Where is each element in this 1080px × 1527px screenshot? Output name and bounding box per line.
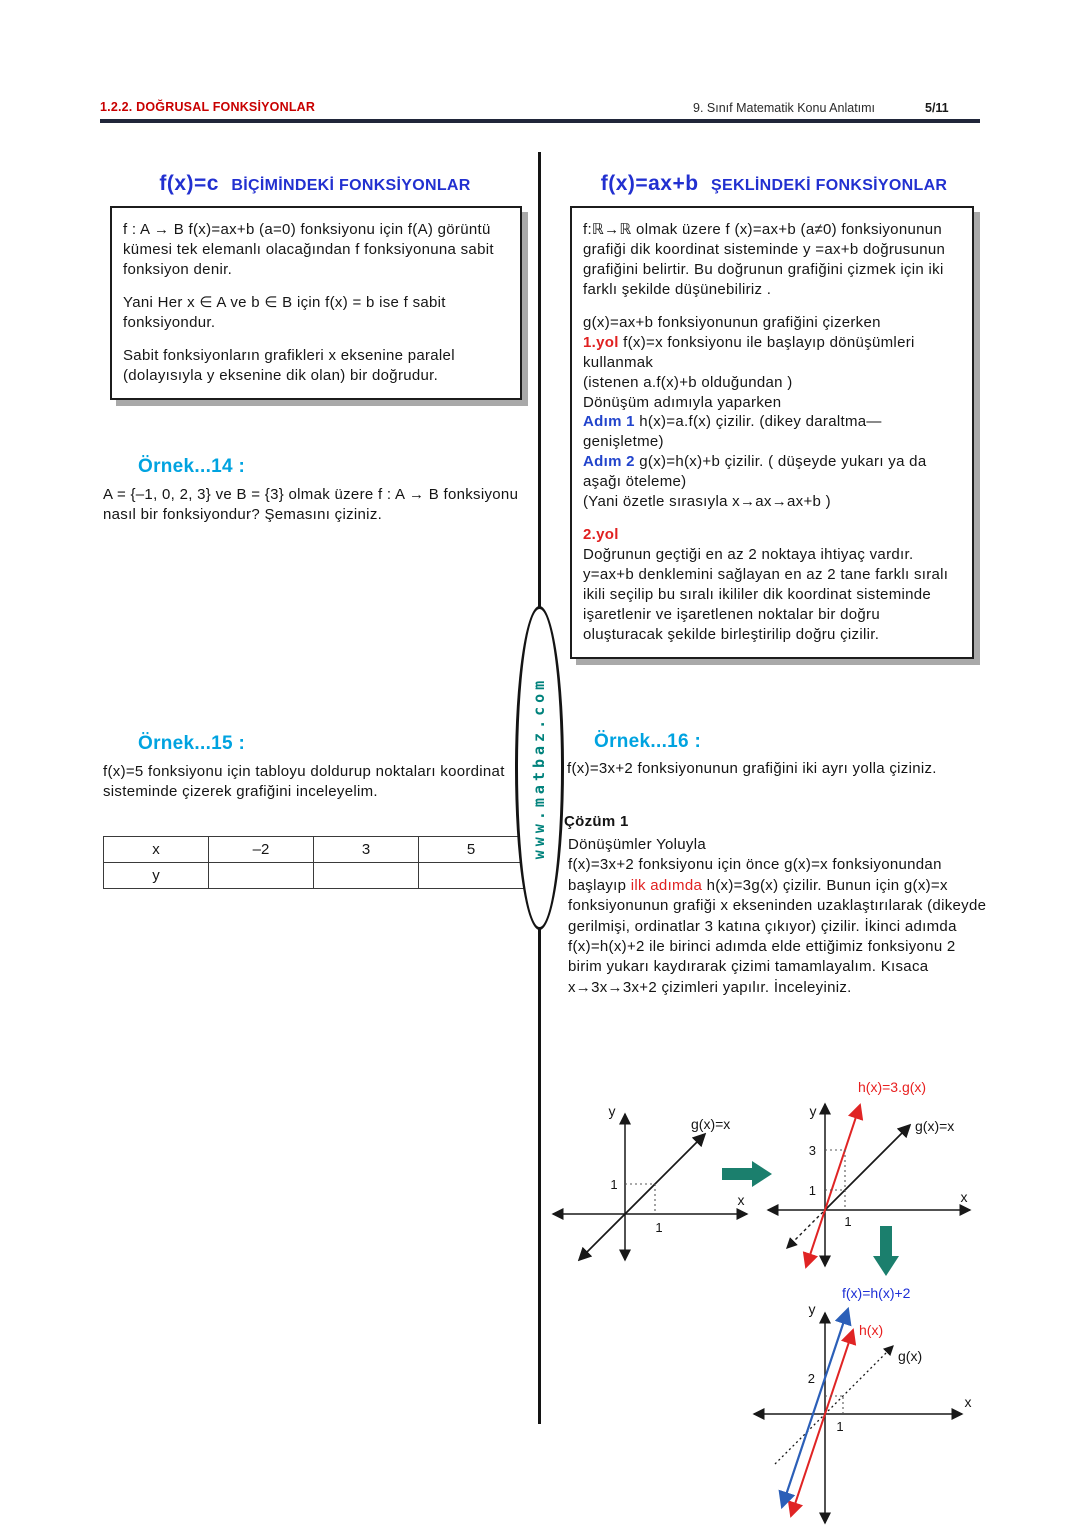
solution-paragraph [568, 835, 994, 998]
tick-x-1: 1 [836, 1419, 844, 1434]
tick-y-3: 3 [808, 1143, 816, 1158]
table-row-x [104, 837, 524, 863]
solution-seg-1: f(x)=3x+2 fonksiyonu için önce g(x)=x fonksiyonundan başlayıp [568, 856, 942, 894]
method-paragraph-2: g(x)=ax+b fonksiyonunun grafiğini çizerken [583, 313, 881, 331]
table-cell [209, 863, 314, 889]
ornek-16-body: f(x)=3x+2 fonksiyonunun grafiğini iki ayrı yolla çiziniz. [567, 760, 937, 777]
header-page-number: 5/11 [925, 101, 949, 115]
method-box [570, 206, 974, 659]
header-rule [100, 119, 980, 123]
method-paragraph-yol2: Doğrunun geçtiği en az 2 noktaya ihtiyaç vardır. y=ax+b denklemini sağlayan en az 2 tane farklı sıralı ikili seçilip bu sıralı ikililer dik koordinat sisteminde işaretlenir ve işaretlenen noktalar bir doğru oluşturacak şekilde birleştirilip doğru çizilir. [583, 546, 949, 643]
graph-fx-hx-plus-2 [742, 1283, 995, 1527]
line-hx [791, 1330, 853, 1516]
right-title-formula: f(x)=ax+b [600, 172, 699, 195]
ornek-16-title: Örnek...16 : [594, 731, 702, 752]
table-row-y [104, 863, 524, 889]
table-cell: y [104, 863, 209, 889]
header-section-title: 1.2.2. DOĞRUSAL FONKSİYONLAR [100, 100, 316, 114]
left-title-text: BİÇİMİNDEKİ FONKSİYONLAR [231, 177, 471, 194]
definition-paragraph-3: Sabit fonksiyonların grafikleri x eksenine paralel (dolayısıyla y eksenine dik olan) bir doğrudur. [123, 346, 455, 384]
yol1-line1: f(x)=x fonksiyonu ile başlayıp dönüşümleri kullanmak [583, 333, 915, 371]
line-hx-label: h(x)=3.g(x) [858, 1079, 927, 1095]
ornek-14-body: A = {–1, 0, 2, 3} ve B = {3} olmak üzere f : A → B fonksiyonu nasıl bir fonksiyondur? Şemasını çiziniz. [103, 486, 519, 524]
step-arrow-down-icon [872, 1226, 900, 1276]
ornek-14-title: Örnek...14 : [138, 456, 246, 477]
x-axis-label: x [964, 1394, 972, 1410]
line-fx-label: f(x)=h(x)+2 [842, 1285, 911, 1301]
left-section-title [100, 172, 530, 196]
tick-y-1: 1 [610, 1177, 618, 1192]
x-axis-label: x [960, 1189, 968, 1205]
adim2-text: g(x)=h(x)+b çizilir. ( düşeyde yukarı ya da aşağı öteleme) [583, 453, 927, 491]
y-axis-label: y [608, 1103, 616, 1119]
line-gx [579, 1134, 705, 1260]
yol1-line2: (istenen a.f(x)+b olduğundan ) [583, 373, 793, 391]
arrow-shape [873, 1226, 899, 1276]
adim2-label: Adım 2 [583, 453, 635, 471]
tick-y-2: 2 [807, 1371, 815, 1386]
adim1-text: h(x)=a.f(x) çizilir. (dikey daraltma—genişletme) [583, 413, 882, 451]
tick-x-1: 1 [655, 1220, 663, 1235]
method-paragraph-adim2 [583, 452, 961, 492]
method-paragraph-summary: (Yani özetle sırasıyla x→ax→ax+b ) [583, 493, 831, 511]
right-section-title [562, 172, 986, 196]
tick-y-1: 1 [808, 1183, 816, 1198]
line-gx-label: g(x)=x [915, 1118, 955, 1134]
table-cell [314, 863, 419, 889]
line-fx [782, 1309, 848, 1507]
table-cell: 5 [419, 837, 524, 863]
definition-box [110, 206, 522, 400]
definition-paragraph-1: f : A → B f(x)=ax+b (a=0) fonksiyonu için f(A) görüntü kümesi tek elemanlı olacağından f fonksiyonuna sabit fonksiyon denir. [123, 221, 494, 278]
adim1-label: Adım 1 [583, 413, 635, 431]
yol2-label-line [583, 525, 961, 545]
yol1-line3: Dönüşüm adımıyla yaparken [583, 393, 782, 411]
value-table [103, 836, 524, 889]
line-gx [825, 1125, 910, 1210]
watermark-ellipse [515, 606, 564, 930]
method-paragraph-adim1 [583, 412, 961, 452]
method-paragraph-yol1 [583, 333, 961, 413]
y-axis-label: y [809, 1103, 817, 1119]
cozum-1-title: Çözüm 1 [564, 813, 629, 830]
line-gx-label: g(x)=x [691, 1116, 731, 1132]
method-paragraph-1: f:ℝ→ℝ olmak üzere f (x)=ax+b (a≠0) fonksiyonunun grafiği dik koordinat sisteminde y =ax+b doğrusunun grafiğini belirtir. Bu doğrunun grafiğini çizmek için iki farklı şekilde düşünebiliriz . [583, 221, 946, 298]
table-cell: x [104, 837, 209, 863]
header-course-title: 9. Sınıf Matematik Konu Anlatımı [693, 101, 876, 115]
yol2-label: 2.yol [583, 526, 619, 544]
watermark-text: www.matbaz.com [530, 676, 549, 860]
line-gx-label: g(x) [898, 1348, 923, 1364]
table-cell: 3 [314, 837, 419, 863]
yol1-label: 1.yol [583, 333, 619, 351]
solution-seg-red: ilk adımda [630, 876, 703, 894]
ornek-15-title: Örnek...15 : [138, 733, 246, 754]
line-gx [775, 1346, 893, 1464]
table-cell [419, 863, 524, 889]
y-axis-label: y [808, 1301, 816, 1317]
solution-line-1: Dönüşümler Yoluyla [568, 836, 706, 853]
tick-x-1: 1 [844, 1214, 852, 1229]
solution-seg-2: h(x)=3g(x) çizilir. Bunun için g(x)=x fonksiyonunun grafiği x ekseninden uzaklaştırılarak (dikeyde gerilmişi, ordinatlar 3 katına çıkıyor) çizilir. İkinci adımda f(x)=h(x)+2 ile birinci adımda elde ettiğimiz fonksiyonu 2 birim yukarı kaydırarak çizimi tamamlayalım. Kısaca x→3x→3x+2 çizimleri yapılır. İnceleyiniz. [568, 876, 987, 996]
right-title-text: ŞEKLİNDEKİ FONKSİYONLAR [711, 177, 948, 194]
table-cell: –2 [209, 837, 314, 863]
left-title-formula: f(x)=c [159, 172, 219, 195]
line-hx-label: h(x) [859, 1322, 884, 1338]
x-axis-label: x [737, 1192, 745, 1208]
ornek-15-body: f(x)=5 fonksiyonu için tabloyu doldurup noktaları koordinat sisteminde çizerek grafiğini inceleyelim. [103, 763, 505, 801]
definition-paragraph-2: Yani Her x ∈ A ve b ∈ B için f(x) = b ise f sabit fonksiyondur. [123, 293, 446, 331]
